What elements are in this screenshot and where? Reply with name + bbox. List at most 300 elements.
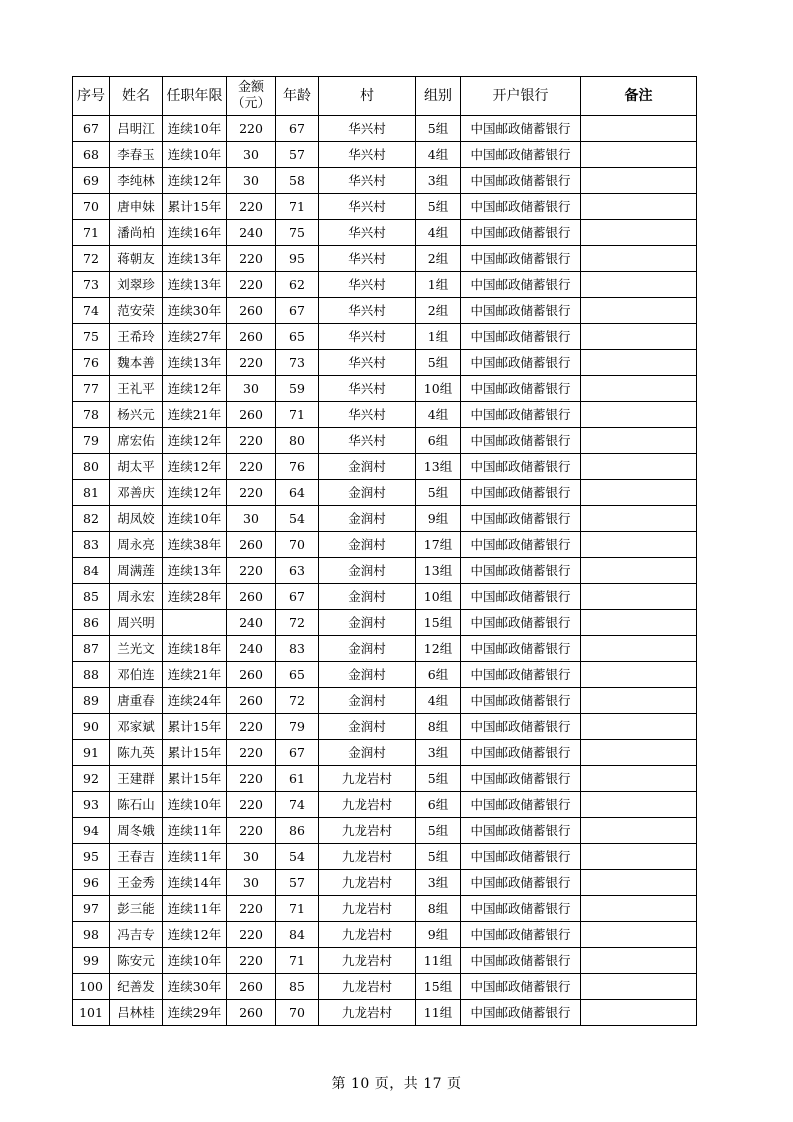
cell-remark xyxy=(581,376,697,402)
cell-remark xyxy=(581,168,697,194)
cell-bank: 中国邮政储蓄银行 xyxy=(461,714,581,740)
cell-name: 李纯林 xyxy=(110,168,163,194)
cell-group: 1组 xyxy=(416,272,461,298)
cell-village: 华兴村 xyxy=(319,168,416,194)
cell-group: 8组 xyxy=(416,714,461,740)
cell-name: 王春吉 xyxy=(110,844,163,870)
cell-bank: 中国邮政储蓄银行 xyxy=(461,220,581,246)
cell-remark xyxy=(581,402,697,428)
cell-remark xyxy=(581,844,697,870)
cell-seq: 96 xyxy=(73,870,110,896)
table-row xyxy=(73,766,697,792)
cell-amount: 220 xyxy=(227,948,276,974)
cell-amount: 30 xyxy=(227,844,276,870)
cell-bank: 中国邮政储蓄银行 xyxy=(461,1000,581,1026)
cell-amount: 220 xyxy=(227,714,276,740)
cell-remark xyxy=(581,428,697,454)
cell-tenure: 连续12年 xyxy=(163,922,227,948)
cell-bank: 中国邮政储蓄银行 xyxy=(461,766,581,792)
cell-amount: 220 xyxy=(227,558,276,584)
cell-tenure: 连续13年 xyxy=(163,246,227,272)
cell-remark xyxy=(581,688,697,714)
cell-age: 67 xyxy=(276,116,319,142)
cell-remark xyxy=(581,1000,697,1026)
cell-bank: 中国邮政储蓄银行 xyxy=(461,948,581,974)
cell-bank: 中国邮政储蓄银行 xyxy=(461,662,581,688)
cell-age: 54 xyxy=(276,844,319,870)
cell-age: 74 xyxy=(276,792,319,818)
cell-village: 华兴村 xyxy=(319,246,416,272)
cell-age: 72 xyxy=(276,688,319,714)
cell-group: 4组 xyxy=(416,142,461,168)
cell-bank: 中国邮政储蓄银行 xyxy=(461,922,581,948)
cell-bank: 中国邮政储蓄银行 xyxy=(461,558,581,584)
cell-name: 席宏佑 xyxy=(110,428,163,454)
cell-village: 金润村 xyxy=(319,558,416,584)
cell-seq: 76 xyxy=(73,350,110,376)
cell-village: 九龙岩村 xyxy=(319,818,416,844)
cell-name: 王礼平 xyxy=(110,376,163,402)
table-row xyxy=(73,506,697,532)
cell-tenure xyxy=(163,610,227,636)
cell-remark xyxy=(581,480,697,506)
cell-amount: 260 xyxy=(227,402,276,428)
cell-tenure: 连续10年 xyxy=(163,948,227,974)
cell-remark xyxy=(581,896,697,922)
cell-amount: 220 xyxy=(227,272,276,298)
cell-remark xyxy=(581,922,697,948)
cell-village: 九龙岩村 xyxy=(319,870,416,896)
cell-age: 71 xyxy=(276,948,319,974)
cell-remark xyxy=(581,740,697,766)
cell-amount: 220 xyxy=(227,792,276,818)
cell-tenure: 连续30年 xyxy=(163,298,227,324)
table-row xyxy=(73,350,697,376)
header-amount xyxy=(227,77,276,116)
cell-amount: 260 xyxy=(227,688,276,714)
cell-village: 九龙岩村 xyxy=(319,766,416,792)
cell-tenure: 累计15年 xyxy=(163,740,227,766)
cell-group: 6组 xyxy=(416,662,461,688)
cell-bank: 中国邮政储蓄银行 xyxy=(461,324,581,350)
cell-bank: 中国邮政储蓄银行 xyxy=(461,402,581,428)
cell-amount: 240 xyxy=(227,610,276,636)
cell-bank: 中国邮政储蓄银行 xyxy=(461,454,581,480)
cell-seq: 77 xyxy=(73,376,110,402)
cell-amount: 260 xyxy=(227,974,276,1000)
cell-group: 4组 xyxy=(416,688,461,714)
cell-seq: 71 xyxy=(73,220,110,246)
cell-group: 5组 xyxy=(416,350,461,376)
cell-seq: 92 xyxy=(73,766,110,792)
cell-seq: 89 xyxy=(73,688,110,714)
cell-amount: 30 xyxy=(227,870,276,896)
page-number-footer: 第 10 页，共 17 页 xyxy=(331,1076,462,1092)
cell-remark xyxy=(581,974,697,1000)
table-row xyxy=(73,1000,697,1026)
cell-amount: 220 xyxy=(227,818,276,844)
cell-name: 王金秀 xyxy=(110,870,163,896)
cell-name: 邓善庆 xyxy=(110,480,163,506)
cell-name: 周满莲 xyxy=(110,558,163,584)
cell-village: 金润村 xyxy=(319,714,416,740)
cell-group: 3组 xyxy=(416,168,461,194)
cell-age: 67 xyxy=(276,298,319,324)
cell-name: 胡太平 xyxy=(110,454,163,480)
cell-name: 胡凤姣 xyxy=(110,506,163,532)
cell-name: 纪善发 xyxy=(110,974,163,1000)
table-row xyxy=(73,792,697,818)
cell-village: 九龙岩村 xyxy=(319,974,416,1000)
cell-bank: 中国邮政储蓄银行 xyxy=(461,376,581,402)
cell-age: 71 xyxy=(276,194,319,220)
cell-bank: 中国邮政储蓄银行 xyxy=(461,584,581,610)
cell-tenure: 连续10年 xyxy=(163,506,227,532)
cell-seq: 83 xyxy=(73,532,110,558)
cell-tenure: 连续12年 xyxy=(163,428,227,454)
cell-bank: 中国邮政储蓄银行 xyxy=(461,870,581,896)
cell-bank: 中国邮政储蓄银行 xyxy=(461,532,581,558)
cell-tenure: 连续11年 xyxy=(163,818,227,844)
roster-body xyxy=(73,116,697,1026)
cell-amount: 220 xyxy=(227,896,276,922)
cell-group: 13组 xyxy=(416,454,461,480)
table-row xyxy=(73,246,697,272)
header-name: 姓名 xyxy=(110,77,163,116)
cell-seq: 94 xyxy=(73,818,110,844)
cell-tenure: 连续18年 xyxy=(163,636,227,662)
cell-group: 12组 xyxy=(416,636,461,662)
cell-age: 85 xyxy=(276,974,319,1000)
cell-remark xyxy=(581,870,697,896)
cell-village: 华兴村 xyxy=(319,298,416,324)
table-row xyxy=(73,584,697,610)
cell-remark xyxy=(581,584,697,610)
cell-group: 11组 xyxy=(416,1000,461,1026)
table-row xyxy=(73,662,697,688)
cell-seq: 78 xyxy=(73,402,110,428)
cell-remark xyxy=(581,506,697,532)
cell-amount: 260 xyxy=(227,662,276,688)
cell-name: 兰光文 xyxy=(110,636,163,662)
cell-age: 95 xyxy=(276,246,319,272)
cell-seq: 82 xyxy=(73,506,110,532)
cell-village: 华兴村 xyxy=(319,376,416,402)
cell-amount: 220 xyxy=(227,480,276,506)
cell-remark xyxy=(581,298,697,324)
table-row xyxy=(73,610,697,636)
cell-remark xyxy=(581,350,697,376)
cell-village: 金润村 xyxy=(319,480,416,506)
cell-name: 魏本善 xyxy=(110,350,163,376)
cell-amount: 260 xyxy=(227,324,276,350)
cell-seq: 79 xyxy=(73,428,110,454)
cell-remark xyxy=(581,194,697,220)
cell-age: 75 xyxy=(276,220,319,246)
cell-amount: 260 xyxy=(227,298,276,324)
cell-bank: 中国邮政储蓄银行 xyxy=(461,428,581,454)
cell-name: 范安荣 xyxy=(110,298,163,324)
header-row xyxy=(73,77,697,116)
cell-group: 5组 xyxy=(416,194,461,220)
table-row xyxy=(73,922,697,948)
cell-amount: 220 xyxy=(227,922,276,948)
table-row xyxy=(73,194,697,220)
cell-age: 57 xyxy=(276,142,319,168)
table-row xyxy=(73,428,697,454)
cell-tenure: 连续10年 xyxy=(163,142,227,168)
cell-group: 3组 xyxy=(416,870,461,896)
cell-bank: 中国邮政储蓄银行 xyxy=(461,792,581,818)
cell-bank: 中国邮政储蓄银行 xyxy=(461,142,581,168)
cell-amount: 260 xyxy=(227,532,276,558)
cell-age: 62 xyxy=(276,272,319,298)
cell-village: 九龙岩村 xyxy=(319,844,416,870)
cell-tenure: 连续10年 xyxy=(163,792,227,818)
cell-group: 2组 xyxy=(416,246,461,272)
cell-remark xyxy=(581,766,697,792)
header-amount-unit: （元） xyxy=(231,96,271,111)
cell-bank: 中国邮政储蓄银行 xyxy=(461,896,581,922)
cell-remark xyxy=(581,792,697,818)
cell-tenure: 连续11年 xyxy=(163,844,227,870)
cell-village: 金润村 xyxy=(319,532,416,558)
cell-age: 72 xyxy=(276,610,319,636)
cell-seq: 68 xyxy=(73,142,110,168)
cell-village: 华兴村 xyxy=(319,116,416,142)
table-row xyxy=(73,376,697,402)
cell-village: 华兴村 xyxy=(319,428,416,454)
cell-age: 57 xyxy=(276,870,319,896)
cell-name: 杨兴元 xyxy=(110,402,163,428)
cell-village: 九龙岩村 xyxy=(319,792,416,818)
cell-amount: 30 xyxy=(227,376,276,402)
cell-seq: 91 xyxy=(73,740,110,766)
cell-group: 8组 xyxy=(416,896,461,922)
cell-bank: 中国邮政储蓄银行 xyxy=(461,194,581,220)
cell-seq: 75 xyxy=(73,324,110,350)
header-amount-label: 金额 xyxy=(237,80,264,95)
cell-village: 华兴村 xyxy=(319,194,416,220)
cell-age: 84 xyxy=(276,922,319,948)
cell-remark xyxy=(581,454,697,480)
table-row xyxy=(73,402,697,428)
cell-age: 67 xyxy=(276,584,319,610)
cell-bank: 中国邮政储蓄银行 xyxy=(461,974,581,1000)
cell-amount: 220 xyxy=(227,428,276,454)
cell-age: 59 xyxy=(276,376,319,402)
cell-village: 金润村 xyxy=(319,662,416,688)
cell-seq: 93 xyxy=(73,792,110,818)
cell-group: 15组 xyxy=(416,610,461,636)
cell-amount: 240 xyxy=(227,636,276,662)
cell-seq: 100 xyxy=(73,974,110,1000)
cell-seq: 86 xyxy=(73,610,110,636)
cell-name: 李春玉 xyxy=(110,142,163,168)
cell-bank: 中国邮政储蓄银行 xyxy=(461,506,581,532)
cell-seq: 85 xyxy=(73,584,110,610)
cell-tenure: 连续38年 xyxy=(163,532,227,558)
cell-group: 5组 xyxy=(416,844,461,870)
cell-age: 79 xyxy=(276,714,319,740)
cell-village: 华兴村 xyxy=(319,402,416,428)
cell-tenure: 连续13年 xyxy=(163,558,227,584)
cell-age: 58 xyxy=(276,168,319,194)
cell-amount: 220 xyxy=(227,116,276,142)
cell-group: 17组 xyxy=(416,532,461,558)
cell-seq: 99 xyxy=(73,948,110,974)
cell-name: 吕林桂 xyxy=(110,1000,163,1026)
table-row xyxy=(73,532,697,558)
cell-age: 71 xyxy=(276,402,319,428)
table-row xyxy=(73,740,697,766)
roster-table xyxy=(72,76,697,1026)
cell-remark xyxy=(581,948,697,974)
cell-amount: 30 xyxy=(227,168,276,194)
table-row xyxy=(73,896,697,922)
cell-remark xyxy=(581,818,697,844)
cell-bank: 中国邮政储蓄银行 xyxy=(461,480,581,506)
cell-name: 周永宏 xyxy=(110,584,163,610)
cell-seq: 90 xyxy=(73,714,110,740)
cell-village: 金润村 xyxy=(319,688,416,714)
cell-tenure: 连续14年 xyxy=(163,870,227,896)
cell-tenure: 连续24年 xyxy=(163,688,227,714)
table-row xyxy=(73,688,697,714)
cell-seq: 70 xyxy=(73,194,110,220)
cell-seq: 84 xyxy=(73,558,110,584)
cell-remark xyxy=(581,246,697,272)
cell-group: 2组 xyxy=(416,298,461,324)
cell-name: 彭三能 xyxy=(110,896,163,922)
table-row xyxy=(73,480,697,506)
cell-tenure: 连续13年 xyxy=(163,272,227,298)
cell-tenure: 连续16年 xyxy=(163,220,227,246)
cell-tenure: 连续21年 xyxy=(163,402,227,428)
cell-remark xyxy=(581,116,697,142)
cell-group: 5组 xyxy=(416,116,461,142)
table-row xyxy=(73,948,697,974)
cell-remark xyxy=(581,610,697,636)
cell-seq: 74 xyxy=(73,298,110,324)
cell-village: 九龙岩村 xyxy=(319,948,416,974)
header-tenure: 任职年限 xyxy=(163,77,227,116)
header-age: 年龄 xyxy=(276,77,319,116)
cell-seq: 81 xyxy=(73,480,110,506)
cell-name: 唐重春 xyxy=(110,688,163,714)
header-seq: 序号 xyxy=(73,77,110,116)
cell-tenure: 连续28年 xyxy=(163,584,227,610)
cell-group: 9组 xyxy=(416,506,461,532)
cell-group: 4组 xyxy=(416,220,461,246)
cell-bank: 中国邮政储蓄银行 xyxy=(461,688,581,714)
cell-age: 70 xyxy=(276,1000,319,1026)
header-remark: 备注 xyxy=(581,77,697,116)
cell-tenure: 连续27年 xyxy=(163,324,227,350)
cell-village: 华兴村 xyxy=(319,324,416,350)
cell-age: 54 xyxy=(276,506,319,532)
cell-seq: 69 xyxy=(73,168,110,194)
cell-seq: 67 xyxy=(73,116,110,142)
cell-tenure: 连续13年 xyxy=(163,350,227,376)
table-row xyxy=(73,168,697,194)
cell-tenure: 连续12年 xyxy=(163,454,227,480)
cell-village: 金润村 xyxy=(319,610,416,636)
cell-bank: 中国邮政储蓄银行 xyxy=(461,272,581,298)
table-row xyxy=(73,324,697,350)
cell-bank: 中国邮政储蓄银行 xyxy=(461,168,581,194)
cell-name: 潘尚柏 xyxy=(110,220,163,246)
cell-bank: 中国邮政储蓄银行 xyxy=(461,610,581,636)
cell-village: 华兴村 xyxy=(319,142,416,168)
table-row xyxy=(73,714,697,740)
cell-village: 华兴村 xyxy=(319,272,416,298)
cell-name: 刘翠珍 xyxy=(110,272,163,298)
cell-age: 73 xyxy=(276,350,319,376)
table-row xyxy=(73,870,697,896)
cell-group: 3组 xyxy=(416,740,461,766)
cell-name: 周冬娥 xyxy=(110,818,163,844)
cell-seq: 98 xyxy=(73,922,110,948)
cell-amount: 260 xyxy=(227,584,276,610)
cell-group: 11组 xyxy=(416,948,461,974)
table-row xyxy=(73,818,697,844)
cell-amount: 30 xyxy=(227,506,276,532)
cell-age: 65 xyxy=(276,662,319,688)
cell-remark xyxy=(581,636,697,662)
cell-village: 金润村 xyxy=(319,454,416,480)
cell-tenure: 连续29年 xyxy=(163,1000,227,1026)
header-village: 村 xyxy=(319,77,416,116)
header-bank: 开户银行 xyxy=(461,77,581,116)
cell-amount: 220 xyxy=(227,740,276,766)
cell-village: 九龙岩村 xyxy=(319,922,416,948)
cell-age: 70 xyxy=(276,532,319,558)
cell-village: 华兴村 xyxy=(319,350,416,376)
cell-name: 周永亮 xyxy=(110,532,163,558)
table-row xyxy=(73,142,697,168)
cell-remark xyxy=(581,324,697,350)
cell-age: 76 xyxy=(276,454,319,480)
cell-remark xyxy=(581,662,697,688)
cell-tenure: 连续12年 xyxy=(163,376,227,402)
cell-age: 80 xyxy=(276,428,319,454)
cell-group: 5组 xyxy=(416,818,461,844)
cell-seq: 88 xyxy=(73,662,110,688)
cell-seq: 95 xyxy=(73,844,110,870)
cell-village: 金润村 xyxy=(319,506,416,532)
cell-bank: 中国邮政储蓄银行 xyxy=(461,844,581,870)
cell-seq: 87 xyxy=(73,636,110,662)
cell-name: 陈九英 xyxy=(110,740,163,766)
cell-amount: 220 xyxy=(227,350,276,376)
cell-seq: 72 xyxy=(73,246,110,272)
cell-group: 4组 xyxy=(416,402,461,428)
table-row xyxy=(73,272,697,298)
header-group: 组别 xyxy=(416,77,461,116)
cell-group: 10组 xyxy=(416,584,461,610)
cell-tenure: 累计15年 xyxy=(163,714,227,740)
cell-group: 9组 xyxy=(416,922,461,948)
cell-group: 13组 xyxy=(416,558,461,584)
table-row xyxy=(73,636,697,662)
cell-bank: 中国邮政储蓄银行 xyxy=(461,740,581,766)
cell-bank: 中国邮政储蓄银行 xyxy=(461,298,581,324)
cell-group: 10组 xyxy=(416,376,461,402)
cell-age: 61 xyxy=(276,766,319,792)
cell-name: 王希玲 xyxy=(110,324,163,350)
cell-name: 冯吉专 xyxy=(110,922,163,948)
